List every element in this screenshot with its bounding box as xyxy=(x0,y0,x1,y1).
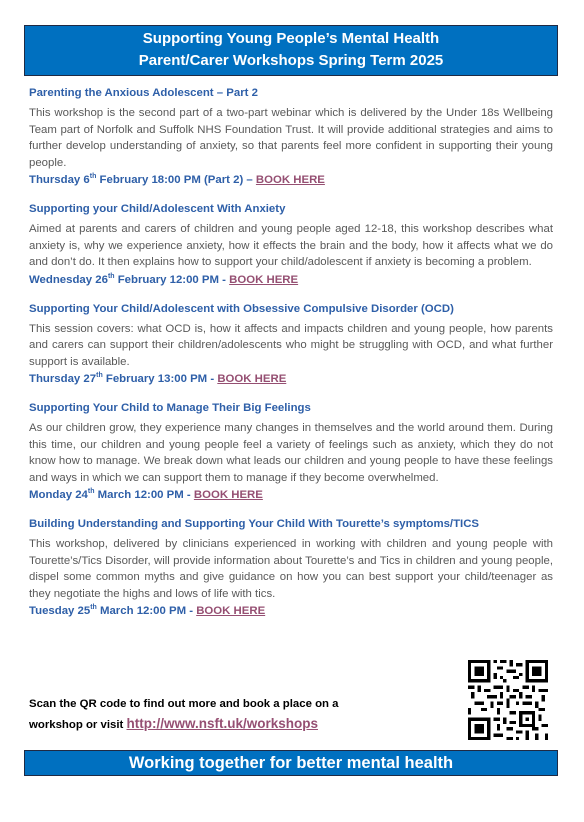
footer-banner xyxy=(24,750,558,776)
book-here-link[interactable]: BOOK HERE xyxy=(229,273,299,286)
workshop-title: Building Understanding and Supporting Your Child With Tourette’s symptoms/TICS xyxy=(29,518,480,530)
scan-instructions xyxy=(29,694,369,735)
workshop-description: As our children grow, they experience many changes in themselves and the world around them. During this time, our children and young people feel a variety of feelings such as anxiety, which they do not know how to manage. We break down what leads our children and young people to have these feelings and ways in which we can support them to manage if they become overwhelmed. xyxy=(29,422,553,484)
workshop-description: This workshop is the second part of a two-part webinar which is delivered by the Under 18s Wellbeing Team part of Norfolk and Suffolk NHS Foundation Trust. It will provide additional strategies and aims to further develop understanding of anxiety, so that parents feel more confident in supporting their young people. xyxy=(29,107,553,169)
workshop-title: Supporting your Child/Adolescent With Anxiety xyxy=(29,203,286,215)
workshops-url-link[interactable]: http://www.nsft.uk/workshops xyxy=(126,716,318,731)
workshop-title: Supporting Your Child to Manage Their Big Feelings xyxy=(29,402,311,414)
workshop-list xyxy=(29,86,553,633)
workshop-title: Supporting Your Child/Adolescent with Obsessive Compulsive Disorder (OCD) xyxy=(29,302,454,315)
workshop-date: Monday 24th March 12:00 PM - BOOK HERE xyxy=(29,488,263,501)
workshop-date: Thursday 6th February 18:00 PM (Part 2) – BOOK HERE xyxy=(29,173,325,186)
workshop-item xyxy=(29,86,553,189)
book-here-link[interactable]: BOOK HERE xyxy=(255,174,325,186)
book-here-link[interactable]: BOOK HERE xyxy=(217,373,287,385)
workshop-date: Tuesday 25th March 12:00 PM - BOOK HERE xyxy=(29,604,266,617)
workshop-title: Parenting the Anxious Adolescent – Part 2 xyxy=(29,87,258,99)
workshop-item xyxy=(29,517,553,620)
workshop-item xyxy=(29,202,553,289)
header-subtitle: Parent/Carer Workshops Spring Term 2025 xyxy=(138,52,444,69)
workshop-date: Wednesday 26th February 12:00 PM - BOOK HERE xyxy=(29,272,299,286)
header-title: Supporting Young People’s Mental Health xyxy=(142,30,440,47)
workshop-item xyxy=(29,302,553,389)
workshop-item xyxy=(29,401,553,504)
footer-tagline: Working together for better mental health xyxy=(128,754,454,772)
scan-text: Scan the QR code to find out more and book a place on a workshop or visit xyxy=(29,698,339,731)
workshop-description: Aimed at parents and carers of children and young people aged 12-18, this workshop describes what anxiety is, why we experience anxiety, how it effects the brain and the body, how it affects what we do and don’t do. It then explains how to support your child/adolescent if anxiety is becoming a problem. xyxy=(29,223,553,268)
workshop-description: This workshop, delivered by clinicians experienced in working with children and young people with Tourette’s/Tics Disorder, will provide information about Tourette’s and Tics in children and young people, dispel some common myths and give guidance on how you can best support your child/teenager as they negotiate the highs and lows of life with tics. xyxy=(29,538,553,600)
book-here-link[interactable]: BOOK HERE xyxy=(196,605,266,617)
page-header xyxy=(24,25,558,76)
workshop-description: This session covers: what OCD is, how it affects and impacts children and young people, how parents and carers can support their children/adolescents who might be struggling with OCD, and what further support is available. xyxy=(29,322,553,368)
workshop-date: Thursday 27th February 13:00 PM - BOOK HERE xyxy=(29,372,287,385)
book-here-link[interactable]: BOOK HERE xyxy=(193,489,263,501)
qr-code-icon[interactable] xyxy=(468,660,548,740)
